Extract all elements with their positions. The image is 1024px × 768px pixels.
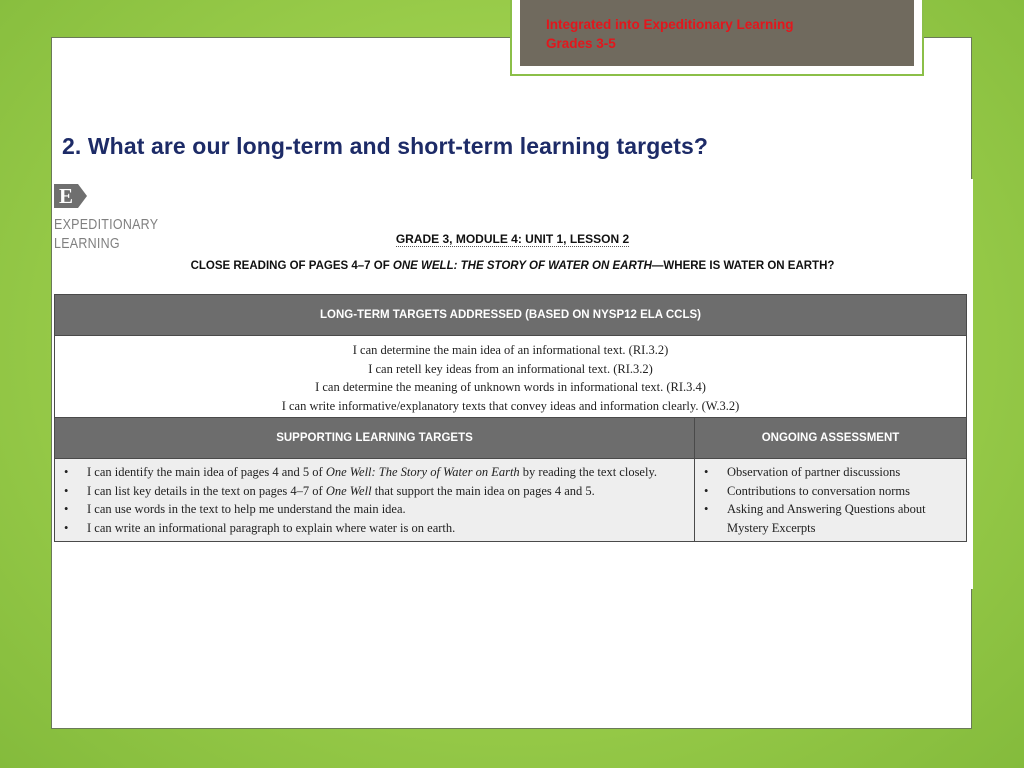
header-banner <box>510 0 924 76</box>
long-term-target: I can write informative/explanatory texts that convey ideas and information clearly. (W.3.2) <box>281 398 740 413</box>
targets-table <box>54 294 967 542</box>
header-line-2: Grades 3-5 <box>546 36 616 51</box>
supporting-targets-cell <box>55 459 695 542</box>
long-term-target: I can determine the main idea of an informational text. (RI.3.2) <box>352 343 669 357</box>
assessment-list <box>701 463 960 537</box>
ongoing-assessment-header: ONGOING ASSESSMENT <box>695 418 967 459</box>
subtitle-book: ONE WELL: THE STORY OF WATER ON EARTH <box>392 260 652 272</box>
subtitle-prefix: CLOSE READING OF PAGES 4–7 OF <box>190 260 393 272</box>
list-item: • Contributions to conversation norms <box>701 482 960 501</box>
logo-line-2: LEARNING <box>54 236 120 252</box>
supporting-targets-header: SUPPORTING LEARNING TARGETS <box>55 418 695 459</box>
supporting-targets-list <box>61 463 688 537</box>
target-text: I can list key details in the text on pages 4–7 of <box>87 483 326 498</box>
header-line-1: Integrated into Expeditionary Learning <box>546 17 794 32</box>
target-text: that support the main idea on pages 4 and 5. <box>371 483 595 498</box>
list-item <box>61 482 688 501</box>
list-item: • Asking and Answering Questions about Mystery Excerpts <box>701 500 960 537</box>
lesson-title-text: GRADE 3, MODULE 4: UNIT 1, LESSON 2 <box>395 232 630 246</box>
lesson-document <box>52 179 973 589</box>
header-banner-box <box>520 0 914 66</box>
list-item: • I can write an informational paragraph to explain where water is on earth. <box>61 519 688 538</box>
lesson-title <box>52 232 973 246</box>
long-term-target: I can retell key ideas from an informational text. (RI.3.2) <box>368 361 653 376</box>
list-item: • I can use words in the text to help me understand the main idea. <box>61 500 688 519</box>
logo-line-1: EXPEDITIONARY <box>54 217 159 233</box>
el-logo-icon: E <box>54 184 78 208</box>
lesson-subtitle <box>52 260 973 272</box>
list-item <box>61 463 688 482</box>
subtitle-suffix: —WHERE IS WATER ON EARTH? <box>651 260 835 272</box>
book-title: One Well <box>325 483 372 498</box>
slide-title: 2. What are our long-term and short-term learning targets? <box>62 133 709 159</box>
long-term-target: I can determine the meaning of unknown words in informational text. (RI.3.4) <box>315 380 706 394</box>
target-text: I can identify the main idea of pages 4 and 5 of <box>87 465 326 479</box>
book-title: One Well: The Story of Water on Earth <box>325 465 520 479</box>
list-item: • Observation of partner discussions <box>701 463 960 482</box>
long-term-targets <box>55 336 967 418</box>
ongoing-assessment-cell <box>695 459 967 542</box>
target-text: by reading the text closely. <box>519 465 658 479</box>
long-term-header: LONG-TERM TARGETS ADDRESSED (BASED ON NYSP12 ELA CCLS) <box>55 295 967 336</box>
